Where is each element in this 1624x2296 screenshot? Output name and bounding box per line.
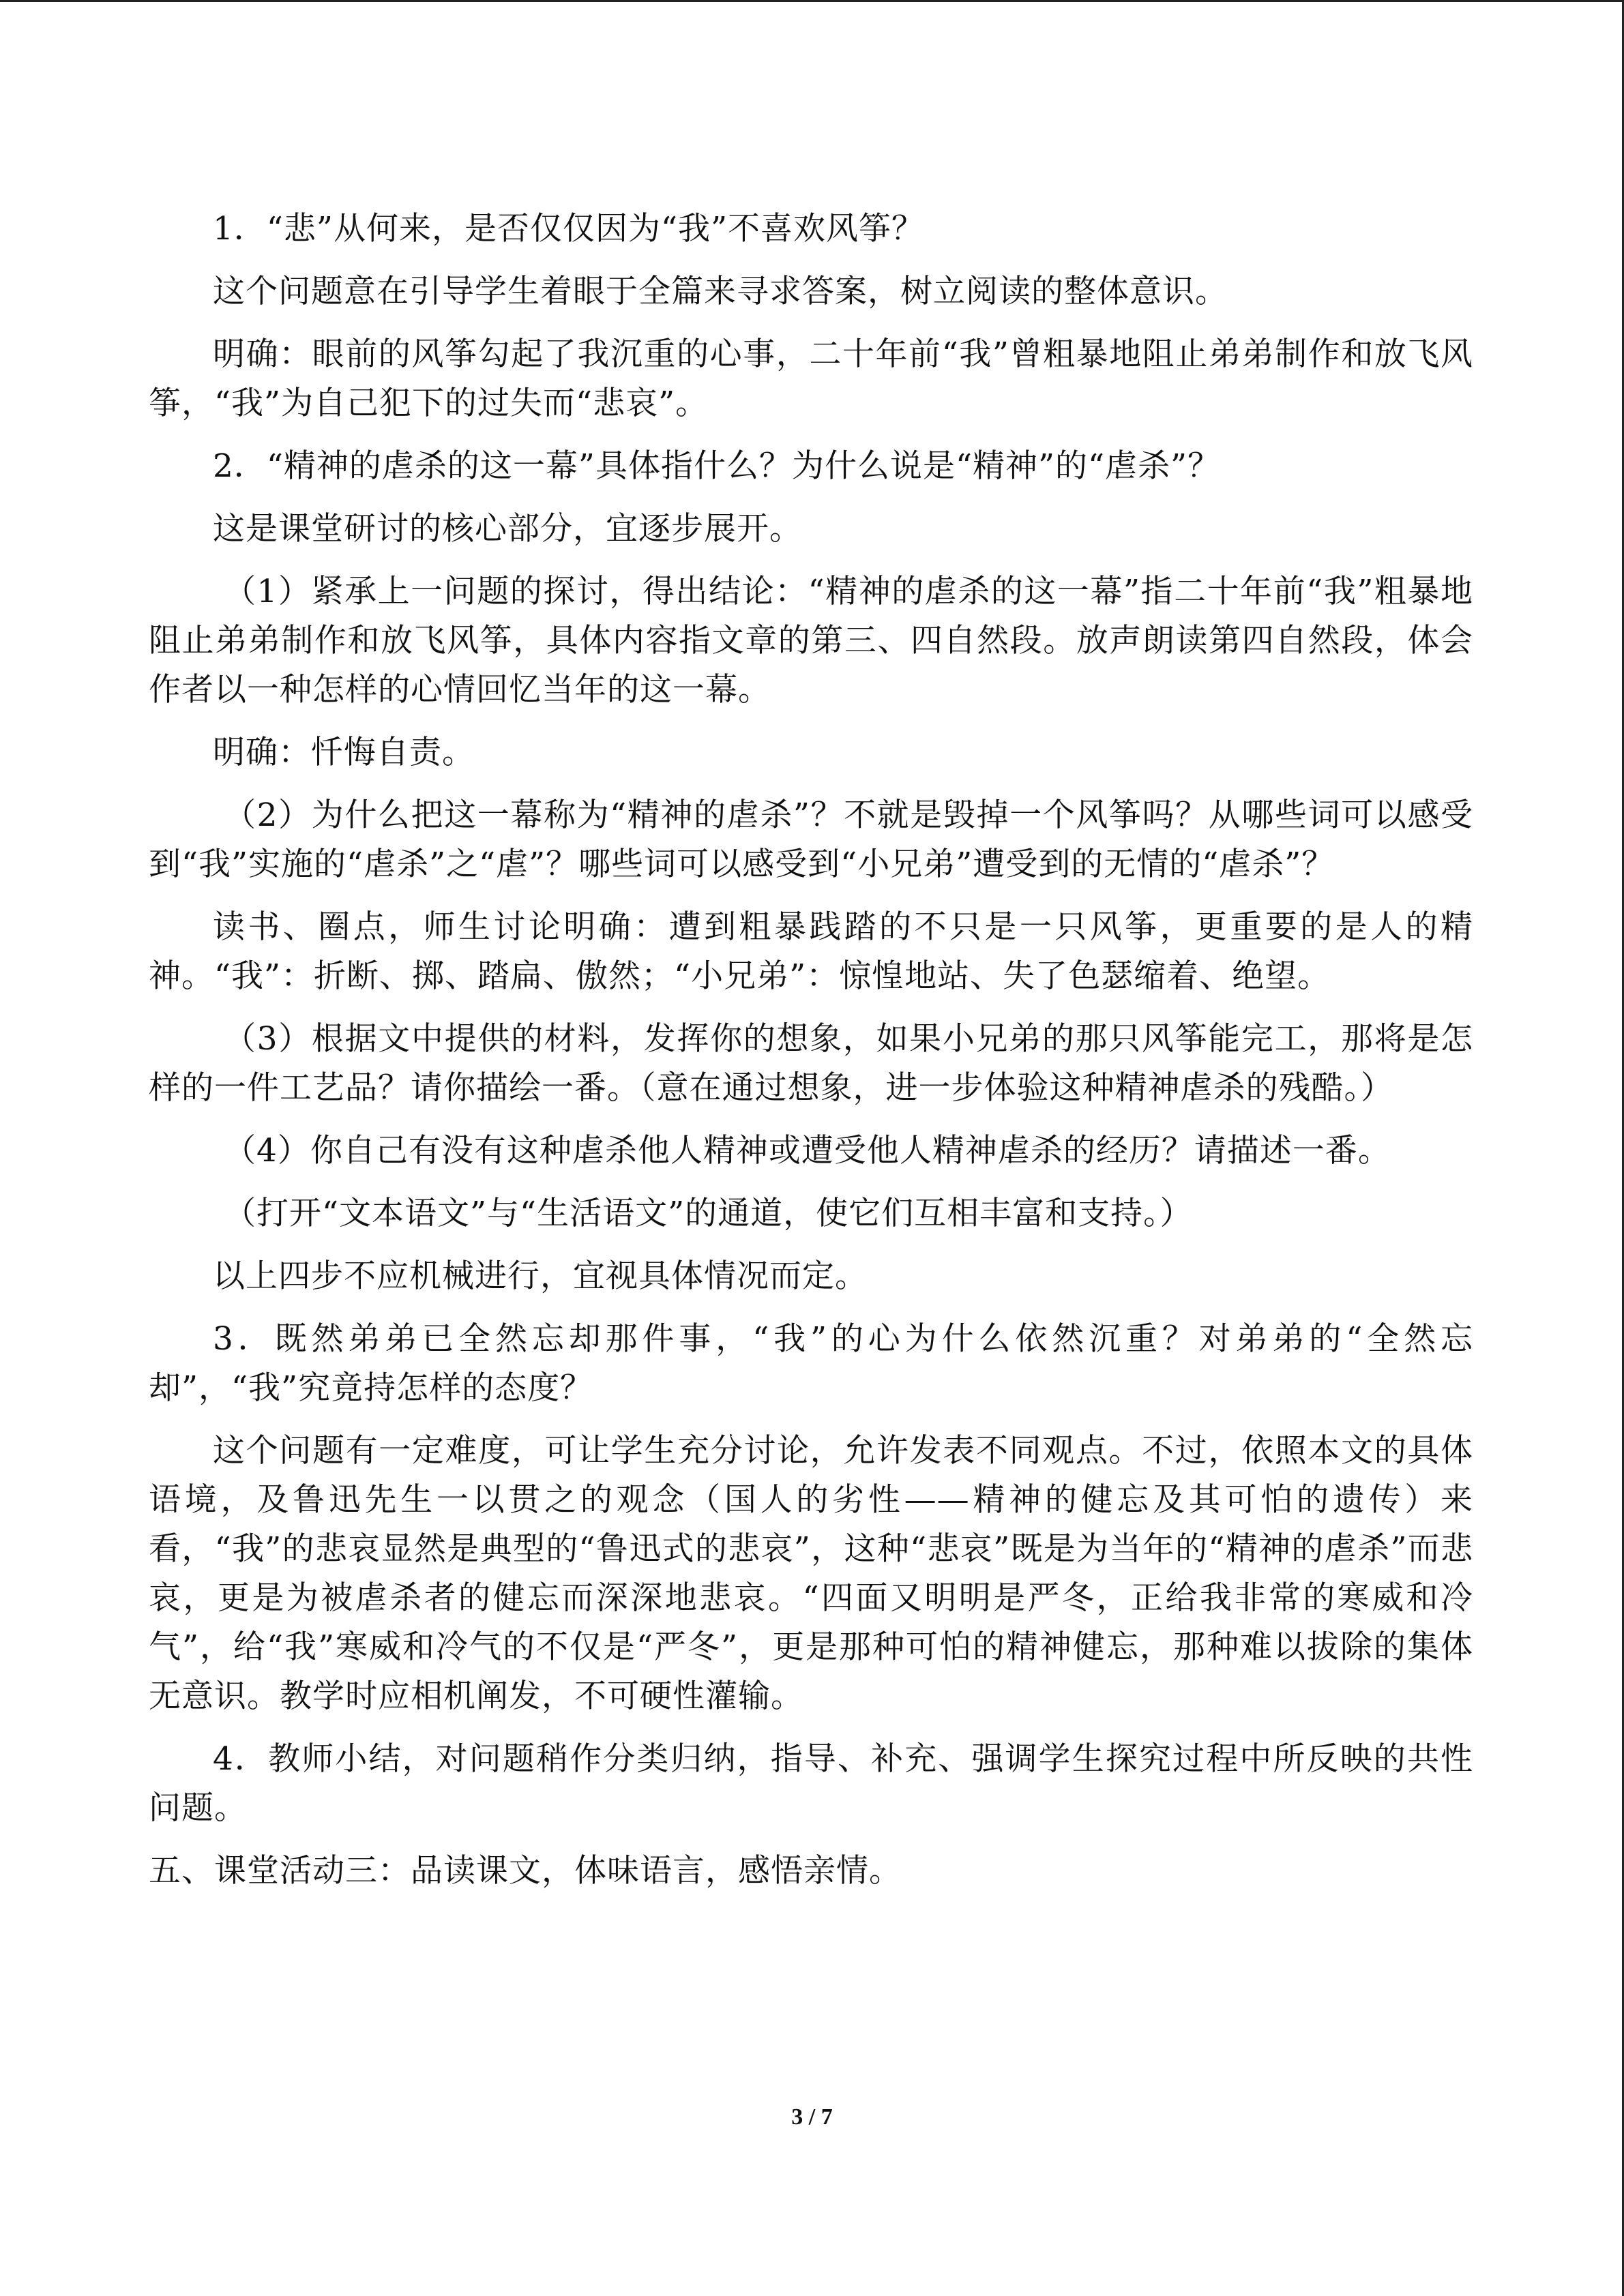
step-4-note: （打开“文本语文”与“生活语文”的通道，使它们互相丰富和支持。） (224, 1195, 1193, 1232)
step-3: （3）根据文中提供的材料，发挥你的想象，如果小兄弟的那只风筝能完工，那将是怎样的一件工艺品？请你描绘一番。（意在通过想象，进一步体验这种精神虐杀的残酷。） (149, 1020, 1473, 1107)
page-indicator: 3 / 7 (791, 2104, 833, 2130)
step-1: （1）紧承上一问题的探讨，得出结论：“精神的虐杀的这一幕”指二十年前“我”粗暴地阻止弟弟制作和放飞风筝，具体内容指文章的第三、四自然段。放声朗读第四自然段，体会作者以一种怎样的心情回忆当年的这一幕。 (149, 573, 1473, 709)
question-1-answer: 明确：眼前的风筝勾起了我沉重的心事，二十年前“我”曾粗暴地阻止弟弟制作和放飞风筝，“我”为自己犯下的过失而“悲哀”。 (149, 336, 1473, 422)
steps-summary: 以上四步不应机械进行，宜视具体情况而定。 (213, 1257, 868, 1295)
question-2-intro: 这是课堂研讨的核心部分，宜逐步展开。 (213, 510, 802, 548)
document-body (149, 205, 1473, 1896)
step-2-answer: 读书、圈点，师生讨论明确：遭到粗暴践踏的不只是一只风筝，更重要的是人的精神。“我”：折断、掷、踏扁、傲然；“小兄弟”：惊惶地站、失了色瑟缩着、绝望。 (149, 908, 1473, 995)
question-3-discussion: 这个问题有一定难度，可让学生充分讨论，允许发表不同观点。不过，依照本文的具体语境，及鲁迅先生一以贯之的观念（国人的劣性——精神的健忘及其可怕的遗传）来看，“我”的悲哀显然是典型的“鲁迅式的悲哀”，这种“悲哀”既是为当年的“精神的虐杀”而悲哀，更是为被虐杀者的健忘而深深地悲哀。“四面又明明是严冬，正给我非常的寒威和冷气”，给“我”寒威和冷气的不仅是“严冬”，更是那种可怕的精神健忘，那种难以拔除的集体无意识。教学时应相机阐发，不可硬性灌输。 (149, 1432, 1473, 1715)
question-2: 2．“精神的虐杀的这一幕”具体指什么？为什么说是“精神”的“虐杀”？ (213, 447, 1221, 485)
question-4: 4．教师小结，对问题稍作分类归纳，指导、补充、强调学生探究过程中所反映的共性问题。 (149, 1740, 1473, 1827)
step-2: （2）为什么把这一幕称为“精神的虐杀”？不就是毁掉一个风筝吗？从哪些词可以感受到“我”实施的“虐杀”之“虐”？哪些词可以感受到“小兄弟”遭受到的无情的“虐杀”？ (149, 796, 1473, 883)
question-1-intent: 这个问题意在引导学生着眼于全篇来寻求答案，树立阅读的整体意识。 (213, 273, 1228, 310)
step-4: （4）你自己有没有这种虐杀他人精神或遭受他人精神虐杀的经历？请描述一番。 (224, 1132, 1391, 1169)
top-border-line (0, 0, 1624, 2)
step-1-answer: 明确：忏悔自责。 (213, 734, 475, 771)
question-1: 1．“悲”从何来，是否仅仅因为“我”不喜欢风筝？ (213, 210, 925, 248)
question-3: 3．既然弟弟已全然忘却那件事，“我”的心为什么依然沉重？对弟弟的“全然忘却”，“我”究竟持怎样的态度？ (149, 1320, 1473, 1407)
section-heading-activity-3: 五、课堂活动三：品读课文，体味语言，感悟亲情。 (149, 1852, 902, 1890)
